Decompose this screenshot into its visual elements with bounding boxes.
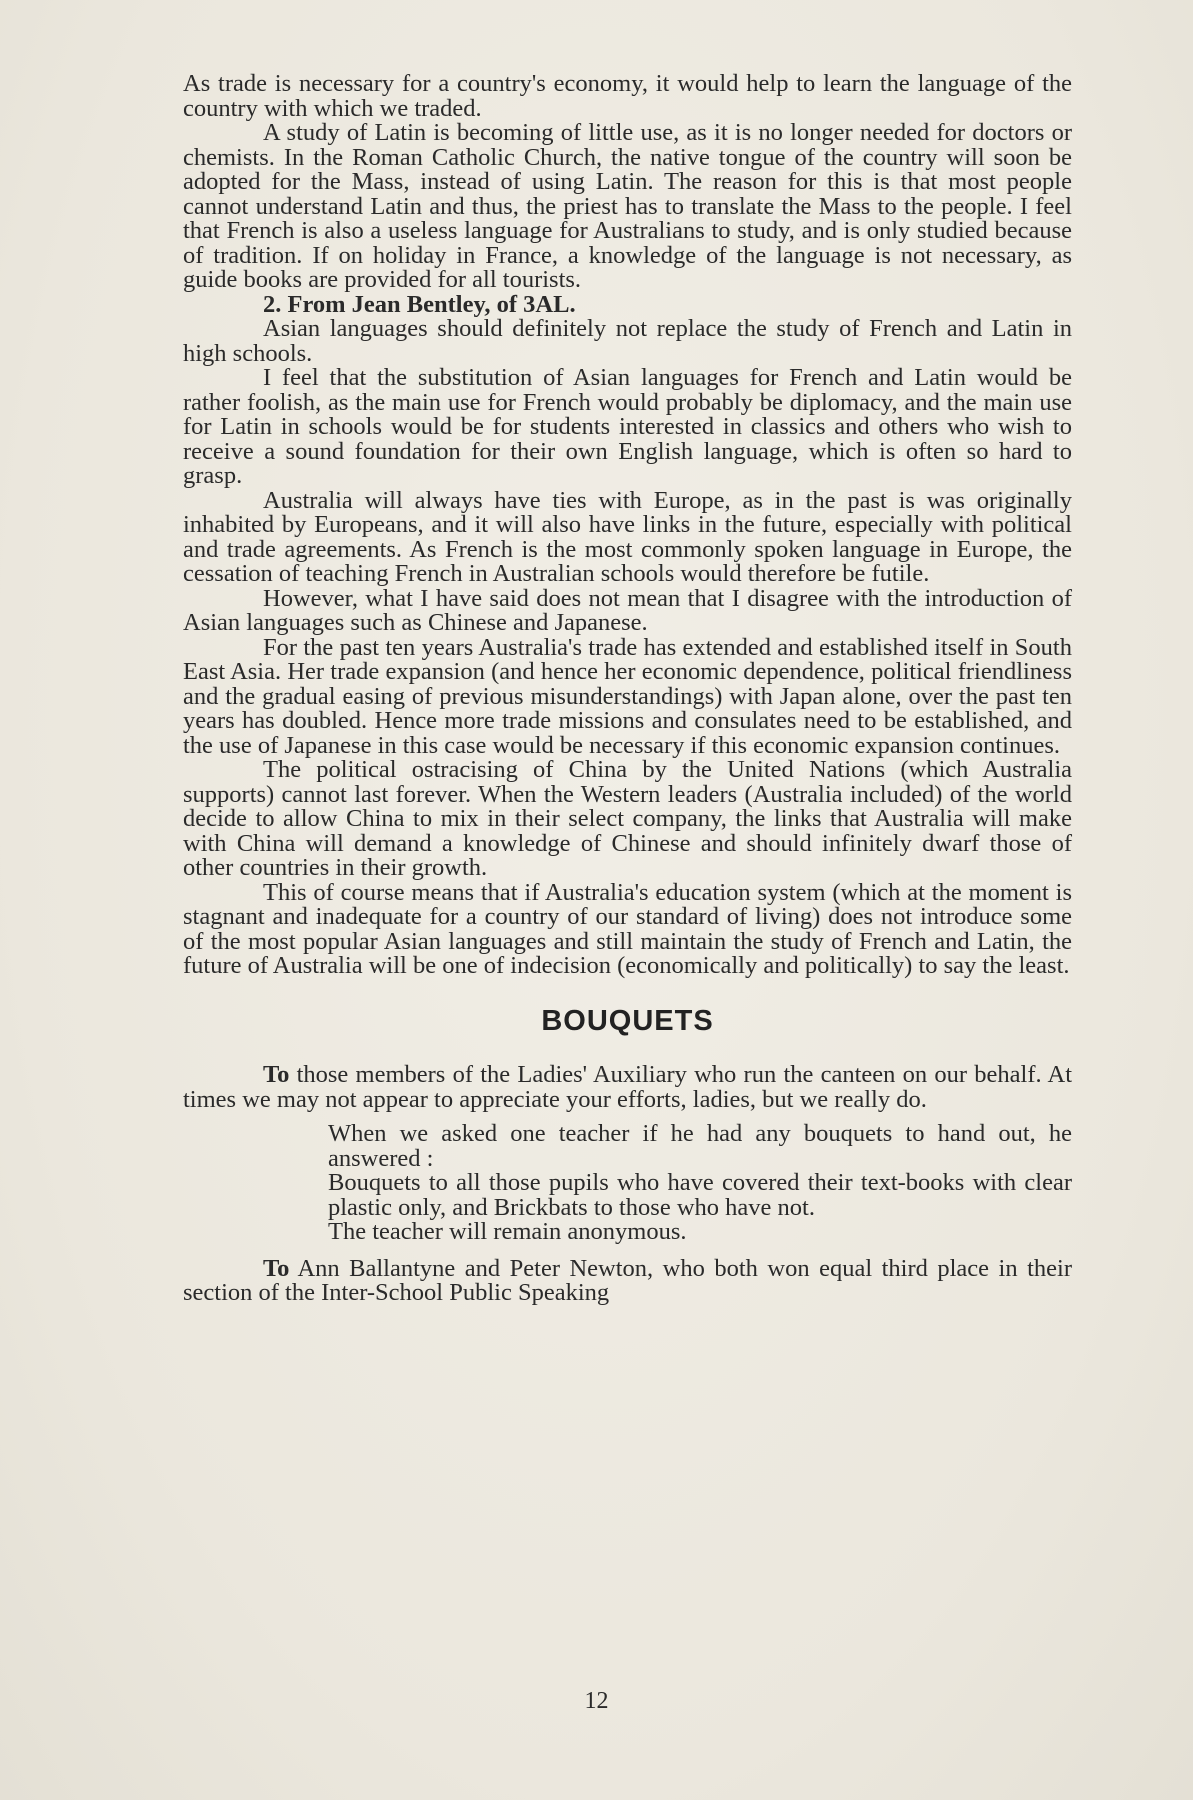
quote-line: Bouquets to all those pupils who have covered their text-books with clear plastic only, and Brickbats to those who have not. — [328, 1169, 1072, 1221]
bouquet-paragraph — [183, 1063, 1072, 1112]
bouquet-text: Ann Ballantyne and Peter Newton, who both won equal third place in their section of the Inter-School Public Speaking — [183, 1254, 1072, 1306]
quote-line: When we asked one teacher if he had any bouquets to hand out, he answered : — [328, 1120, 1072, 1172]
bouquet-text: those members of the Ladies' Auxiliary who run the canteen on our behalf. At times we may not appear to appreciate your efforts, ladies, but we really do. — [183, 1061, 1072, 1113]
quote-line: The teacher will remain anonymous. — [328, 1218, 687, 1245]
paragraph: The political ostracising of China by the United Nations (which Australia supports) cannot last forever. When the Western leaders (Australia included) of the world decide to allow China to mix in their select company, the links that Australia will make with China will demand a knowledge of Chinese and should infinitely dwarf those of other countries in their growth. — [183, 756, 1072, 881]
paragraph: Australia will always have ties with Europe, as in the past is was originally inhabited by Europeans, and it will also have links in the future, especially with political and trade agreements. As French is the most commonly spoken language in Europe, the cessation of teaching French in Australian schools would therefore be futile. — [183, 486, 1072, 587]
paragraph: For the past ten years Australia's trade has extended and established itself in South East Asia. Her trade expansion (and hence her economic dependence, political friendliness and the gradual easing of previous misunderstandings) with Japan alone, over the past ten years has doubled. Hence more trade missions and consulates need to be established, and the use of Japanese in this case would be necessary if this economic expansion continues. — [183, 633, 1072, 759]
paragraph: However, what I have said does not mean that I disagree with the introduction of Asian languages such as Chinese and Japanese. — [183, 584, 1072, 636]
text-column — [183, 72, 1072, 1306]
letter-heading: 2. From Jean Bentley, of 3AL. — [263, 290, 576, 318]
bouquet-lead: To — [263, 1061, 290, 1088]
paragraph: This of course means that if Australia's education system (which at the moment is stagnant and inadequate for a country of our standard of living) does not introduce some of the most popular Asian languages and still maintain the study of French and Latin, the future of Australia will be one of indecision (economically and politically) to say the least. — [183, 878, 1072, 979]
paragraph: A study of Latin is becoming of little use, as it is no longer needed for doctors or chemists. In the Roman Catholic Church, the native tongue of the country will soon be adopted for the Mass, instead of using Latin. The reason for this is that most people cannot understand Latin and thus, the priest has to translate the Mass to the people. I feel that French is also a useless language for Australians to study, and is only studied because of tradition. If on holiday in France, a knowledge of the language is not necessary, as guide books are provided for all tourists. — [183, 119, 1072, 293]
paragraph: As trade is necessary for a country's economy, it would help to learn the language of the country with which we traded. — [183, 70, 1072, 122]
section-heading-bouquets: BOUQUETS — [541, 1004, 714, 1037]
paragraph: I feel that the substitution of Asian languages for French and Latin would be rather foolish, as the main use for French would probably be diplomacy, and the main use for Latin in schools would be for students interested in classics and others who wish to receive a sound foundation for their own English language, which is often so hard to grasp. — [183, 364, 1072, 489]
bouquet-lead: To — [263, 1254, 290, 1282]
paragraph: Asian languages should definitely not replace the study of French and Latin in high schools. — [183, 315, 1072, 367]
page-number: 12 — [584, 1688, 609, 1714]
bouquet-paragraph — [183, 1254, 1072, 1306]
